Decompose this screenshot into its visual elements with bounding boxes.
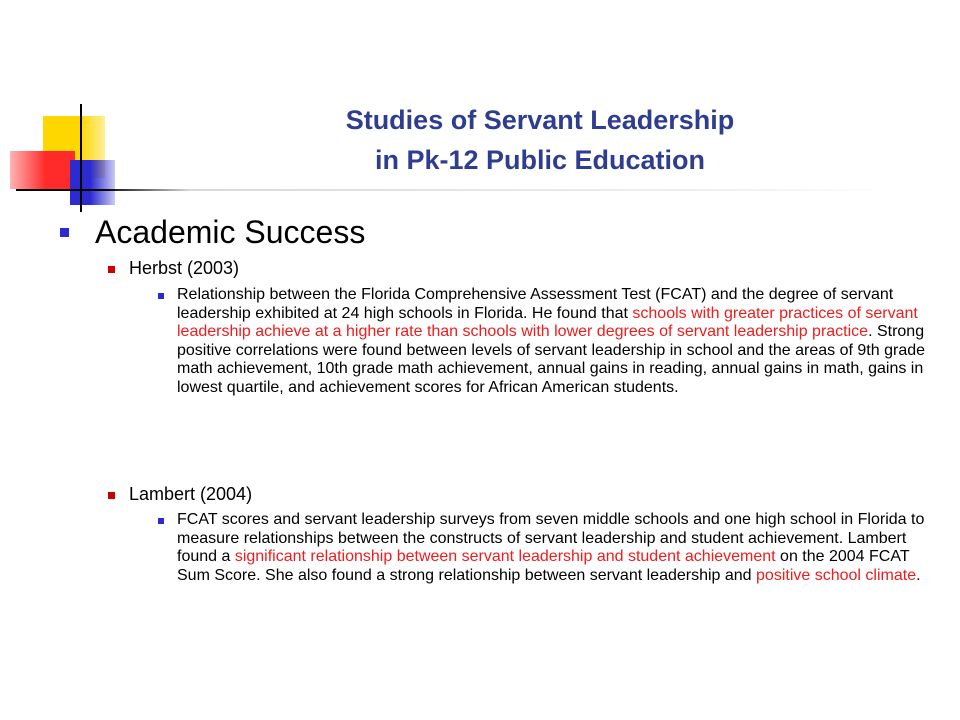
title-line-1: Studies of Servant Leadership [345,105,735,135]
study-detail-herbst [158,286,937,397]
square-bullet-icon [158,518,164,524]
detail-highlight: positive school climate [756,566,917,584]
slide-title [200,100,880,180]
square-bullet-icon [158,293,164,299]
study-author: Lambert (2004) [129,484,253,504]
detail-text: Relationship between the Florida Comprehensive Assessment Test (FCAT) and the degree of servant leadership exhibited at 24 high schools in Florida. He found that [177,286,894,322]
square-bullet-icon [108,266,115,273]
detail-text: . [916,566,921,584]
red-square-decoration [10,151,75,189]
detail-text: . Strong positive correlations were found between levels of servant leadership in school and the areas of 9th grade math achievement, 10th grade math achievement, annual gains in reading, annual gains in math, gains in lowest quartile, and achievement scores for African American students. [177,323,926,396]
decorative-blocks [0,0,220,220]
study-item-herbst [108,256,239,280]
heading-text: Academic Success [95,214,366,250]
square-bullet-icon [60,228,69,237]
heading-item [60,212,365,252]
blue-square-decoration [70,160,115,205]
study-author: Herbst (2003) [129,258,240,278]
detail-text: on the 2004 FCAT Sum Score. She also found a strong relationship between servant leadership and [177,548,910,584]
detail-highlight: significant relationship between servant leadership and student achievement [234,548,776,565]
title-line-2: in Pk-12 Public Education [374,145,706,175]
square-bullet-icon [108,492,115,499]
study-detail-lambert [158,511,937,585]
study-item-lambert [108,482,252,506]
vertical-rule [80,104,82,212]
horizontal-rule [16,189,886,191]
detail-highlight: schools with greater practices of servant leadership achieve at a higher rate than schools with lower degrees of servant leadership practice [177,304,918,340]
study-detail-text [177,511,937,585]
detail-text: FCAT scores and servant leadership surveys from seven middle schools and one high school in Florida to measure relationships between the constructs of servant leadership and student achievement. Lambert found a [177,511,925,565]
study-detail-text [177,286,937,397]
